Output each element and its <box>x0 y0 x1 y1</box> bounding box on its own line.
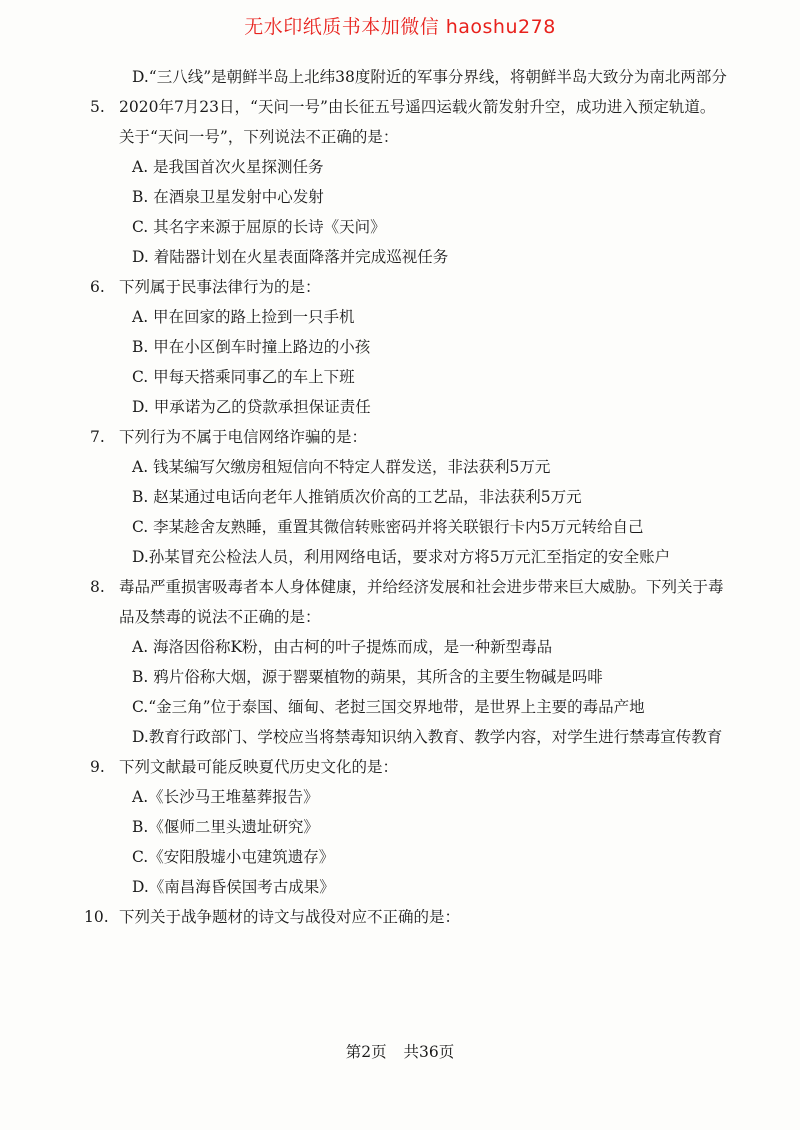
answer-option: C. 甲每天搭乘同事乙的车上下班 <box>132 368 355 386</box>
answer-option: A. 海洛因俗称K粉，由古柯的叶子提炼而成，是一种新型毒品 <box>132 638 553 656</box>
question-6 <box>90 272 730 422</box>
answer-option: B.《偃师二里头遗址研究》 <box>132 818 319 836</box>
question-number: 9. <box>90 758 105 776</box>
answer-option: C.“金三角”位于泰国、缅甸、老挝三国交界地带，是世界上主要的毒品产地 <box>132 698 645 716</box>
answer-option: A. 是我国首次火星探测任务 <box>132 158 324 176</box>
question-stem: 毒品严重损害吸毒者本人身体健康，并给经济发展和社会进步带来巨大威胁。下列关于毒品及禁毒的说法不正确的是： <box>119 578 724 626</box>
question-8 <box>90 572 730 752</box>
question-number: 8. <box>90 578 105 596</box>
question-stem: 下列文献最可能反映夏代历史文化的是： <box>119 758 399 776</box>
answer-option: C. 其名字来源于屈原的长诗《天问》 <box>132 218 386 236</box>
question-number: 6. <box>90 278 105 296</box>
page-content <box>84 62 730 932</box>
question-4-continued <box>90 62 730 92</box>
question-10 <box>84 902 730 932</box>
question-9 <box>90 752 730 902</box>
answer-option: B. 在酒泉卫星发射中心发射 <box>132 188 324 206</box>
question-number: 10. <box>84 908 109 926</box>
question-number: 5. <box>90 98 105 116</box>
question-7 <box>90 422 730 572</box>
answer-option: D.《南昌海昏侯国考古成果》 <box>132 878 335 896</box>
answer-option: B. 赵某通过电话向老年人推销质次价高的工艺品，非法获利5万元 <box>132 488 582 506</box>
page-number: 第2页 <box>345 1043 387 1061</box>
page-footer <box>0 1040 800 1062</box>
answer-option: C. 李某趁舍友熟睡，重置其微信转账密码并将关联银行卡内5万元转给自己 <box>132 518 644 536</box>
answer-option: D.教育行政部门、学校应当将禁毒知识纳入教育、教学内容，对学生进行禁毒宣传教育 <box>132 728 723 746</box>
question-stem: 下列关于战争题材的诗文与战役对应不正确的是： <box>119 908 461 926</box>
question-stem: 下列行为不属于电信网络诈骗的是： <box>119 428 368 446</box>
question-list <box>84 92 730 932</box>
answer-option: C.《安阳殷墟小屯建筑遗存》 <box>132 848 335 866</box>
answer-option: D.孙某冒充公检法人员，利用网络电话，要求对方将5万元汇至指定的安全账户 <box>132 548 671 566</box>
answer-option: A.《长沙马王堆墓葬报告》 <box>132 788 319 806</box>
question-stem: 2020年7月23日，“天问一号”由长征五号遥四运载火箭发射升空，成功进入预定轨道。关于“天问一号”，下列说法不正确的是： <box>119 98 716 146</box>
question-number: 7. <box>90 428 105 446</box>
answer-option: A. 甲在回家的路上捡到一只手机 <box>132 308 355 326</box>
option-4-d: D.“三八线”是朝鲜半岛上北纬38度附近的军事分界线，将朝鲜半岛大致分为南北两部分 <box>132 68 727 86</box>
answer-option: A. 钱某编写欠缴房租短信向不特定人群发送，非法获利5万元 <box>132 458 551 476</box>
watermark-text: 无水印纸质书本加微信 haoshu278 <box>244 16 556 38</box>
answer-option: D. 着陆器计划在火星表面降落并完成巡视任务 <box>132 248 449 266</box>
answer-option: B. 甲在小区倒车时撞上路边的小孩 <box>132 338 371 356</box>
question-stem: 下列属于民事法律行为的是： <box>119 278 321 296</box>
page-total: 共36页 <box>403 1043 455 1061</box>
answer-option: B. 鸦片俗称大烟，源于罂粟植物的蒴果，其所含的主要生物碱是吗啡 <box>132 668 603 686</box>
answer-option: D. 甲承诺为乙的贷款承担保证责任 <box>132 398 371 416</box>
question-5 <box>90 92 730 272</box>
